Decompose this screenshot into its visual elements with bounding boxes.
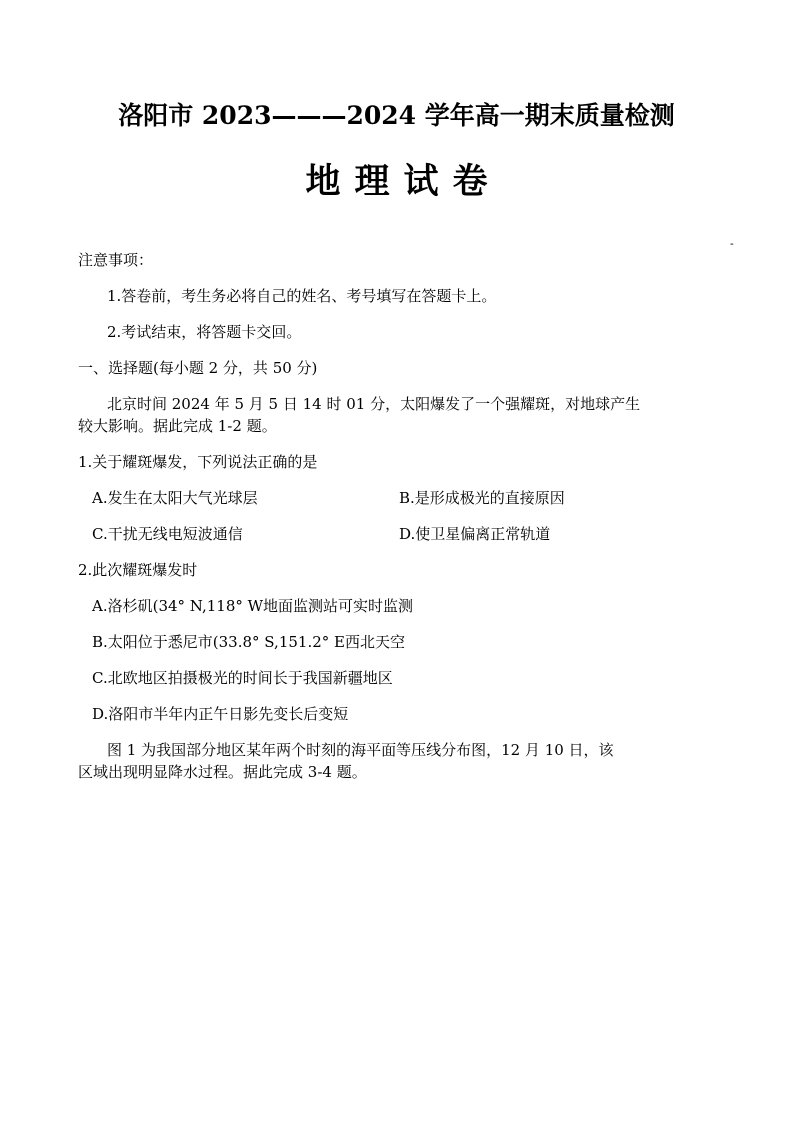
notice-item-1: 1.答卷前，考生务必将自己的姓名、考号填写在答题卡上。 [107, 287, 497, 305]
passage1-line1: 北京时间 2024 年 5 月 5 日 14 时 01 分，太阳爆发了一个强耀斑，对地球产生 [107, 395, 641, 413]
question-1-option-d: D.使卫星偏离正常轨道 [399, 525, 551, 543]
passage1-line2: 较大影响。据此完成 1-2 题。 [78, 417, 277, 435]
notice-item-2: 2.考试结束，将答题卡交回。 [107, 323, 302, 341]
passage2-line2: 区域出现明显降水过程。据此完成 3-4 题。 [78, 763, 367, 781]
question-2-option-c: C.北欧地区拍摄极光的时间长于我国新疆地区 [92, 669, 393, 687]
question-1-option-c: C.干扰无线电短波通信 [92, 525, 243, 543]
question-2-stem: 2.此次耀斑爆发时 [78, 561, 198, 579]
section-heading: 一、选择题(每小题 2 分，共 50 分) [78, 359, 318, 377]
passage2-line1: 图 1 为我国部分地区某年两个时刻的海平面等压线分布图，12 月 10 日，该 [107, 741, 614, 759]
question-2-option-d: D.洛阳市半年内正午日影先变长后变短 [92, 705, 349, 723]
question-2-option-b: B.太阳位于悉尼市(33.8° S,151.2° E西北天空 [92, 633, 405, 651]
exam-title: 洛阳市 2023———2024 学年高一期末质量检测 [118, 101, 675, 130]
question-1-option-a: A.发生在太阳大气光球层 [92, 489, 258, 507]
question-1-option-b: B.是形成极光的直接原因 [399, 489, 565, 507]
subject-title: 地理试卷 [305, 161, 502, 202]
question-2-option-a: A.洛杉矶(34° N,118° W地面监测站可实时监测 [92, 597, 414, 615]
question-1-stem: 1.关于耀斑爆发，下列说法正确的是 [78, 453, 318, 471]
corner-mark: - [730, 237, 734, 250]
notice-heading: 注意事项： [78, 251, 154, 269]
